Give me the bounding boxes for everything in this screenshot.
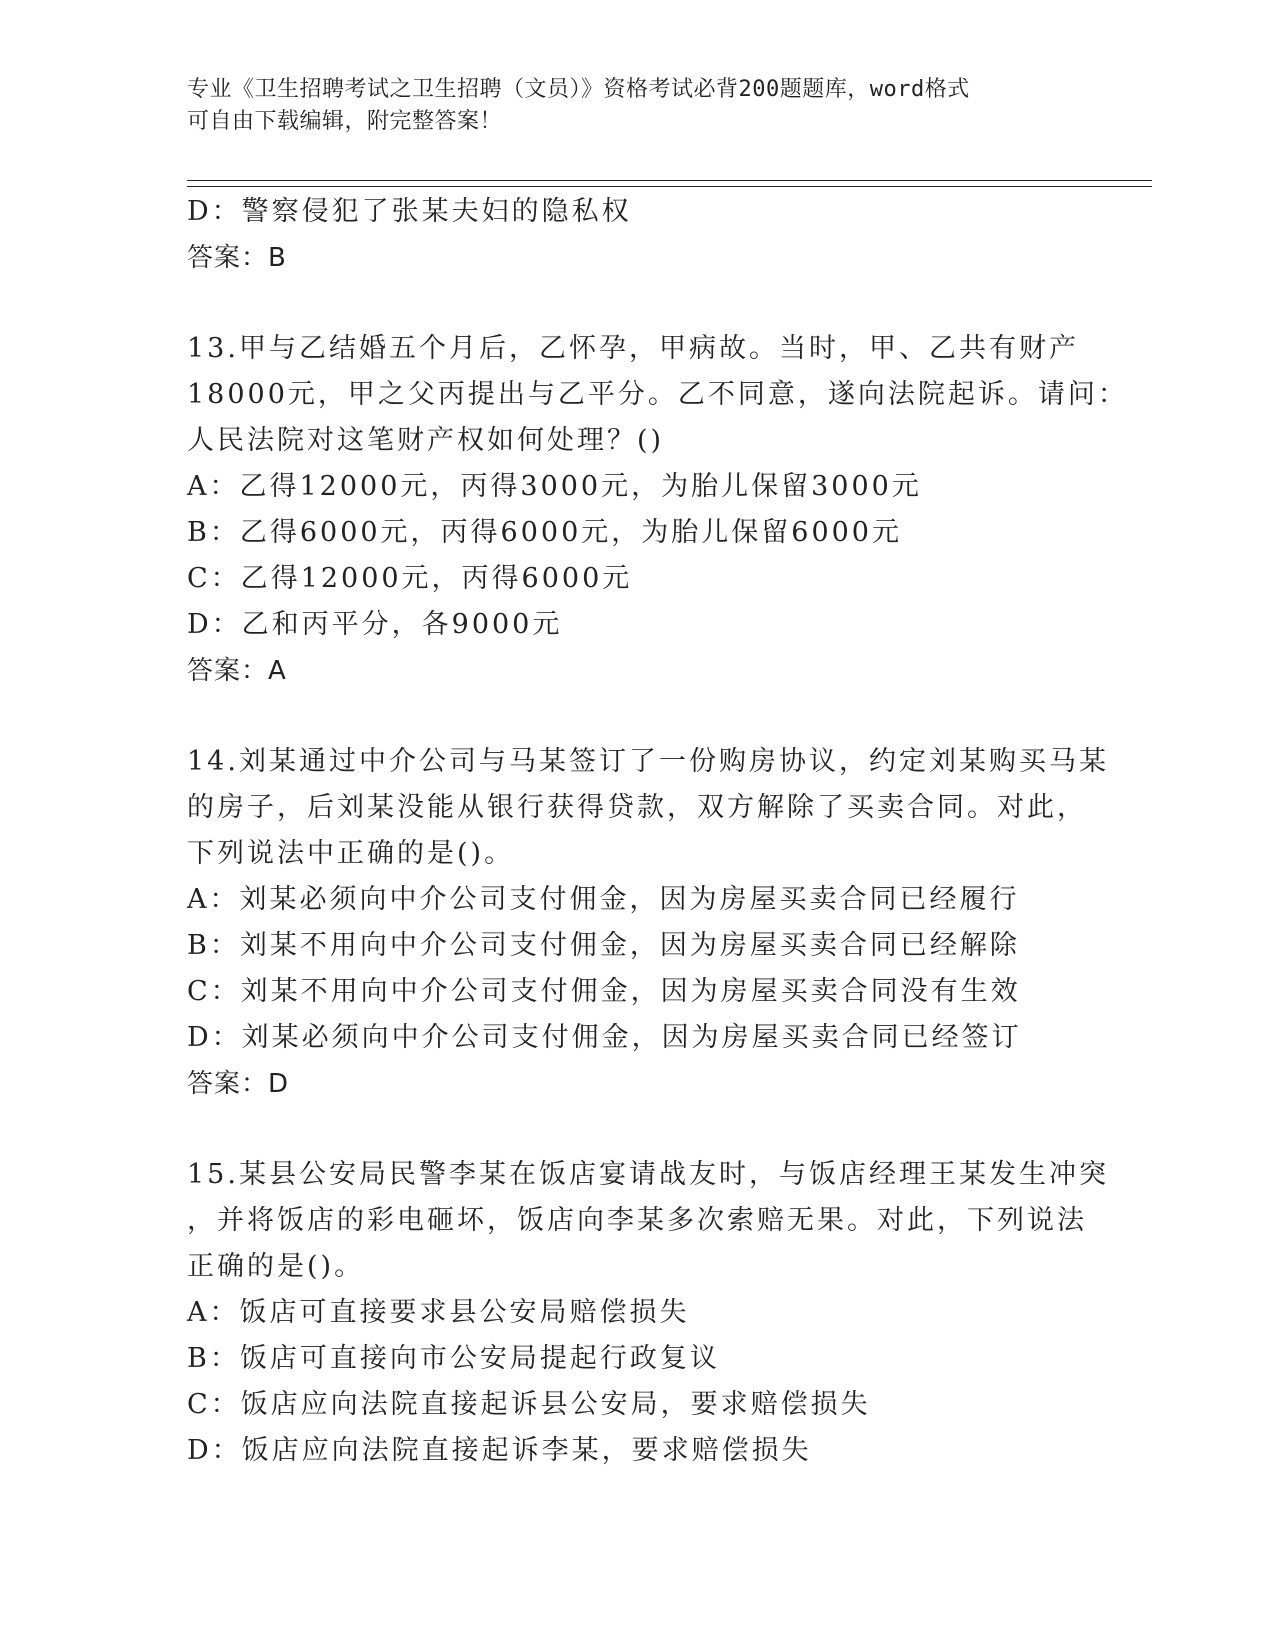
option-a: A：饭店可直接要求县公安局赔偿损失	[187, 1297, 690, 1328]
option-c: C：乙得12000元，丙得6000元	[187, 563, 633, 594]
option-c: C：刘某不用向中介公司支付佣金，因为房屋买卖合同没有生效	[187, 976, 1021, 1007]
previous-question-tail	[187, 189, 1077, 281]
question-stem-line: ，并将饭店的彩电砸坏，饭店向李某多次索赔无果。对此，下列说法	[187, 1205, 1087, 1236]
option-d: D：警察侵犯了张某夫妇的隐私权	[187, 196, 632, 227]
document-header	[187, 74, 1067, 138]
option-b: B：乙得6000元，丙得6000元，为胎儿保留6000元	[187, 517, 902, 548]
answer-line: 答案：D	[187, 1069, 290, 1099]
question-stem-line: 人民法院对这笔财产权如何处理？()	[187, 425, 665, 456]
header-rule-bottom	[187, 186, 1152, 187]
answer-line: 答案：A	[187, 656, 287, 686]
answer-line: 答案：B	[187, 243, 287, 273]
option-b: B：刘某不用向中介公司支付佣金，因为房屋买卖合同已经解除	[187, 930, 1020, 961]
option-c: C：饭店应向法院直接起诉县公安局，要求赔偿损失	[187, 1389, 871, 1420]
option-d: D：乙和丙平分，各9000元	[187, 609, 563, 640]
option-d: D：饭店应向法院直接起诉李某，要求赔偿损失	[187, 1435, 812, 1466]
header-title-line-2: 可自由下载编辑，附完整答案！	[187, 109, 503, 134]
option-b: B：饭店可直接向市公安局提起行政复议	[187, 1343, 720, 1374]
question-13	[187, 326, 1128, 694]
option-a: A：乙得12000元，丙得3000元，为胎儿保留3000元	[187, 471, 922, 502]
question-stem-line: 14.刘某通过中介公司与马某签订了一份购房协议，约定刘某购买马某	[187, 746, 1109, 777]
option-a: A：刘某必须向中介公司支付佣金，因为房屋买卖合同已经履行	[187, 884, 1020, 915]
header-title-line-1: 专业《卫生招聘考试之卫生招聘（文员）》资格考试必背200题题库，word格式	[187, 77, 970, 102]
document-body	[187, 189, 1128, 1474]
option-d: D：刘某必须向中介公司支付佣金，因为房屋买卖合同已经签订	[187, 1022, 1022, 1053]
question-14	[187, 739, 1109, 1107]
question-15	[187, 1152, 1109, 1474]
question-stem-line: 15.某县公安局民警李某在饭店宴请战友时，与饭店经理王某发生冲突	[187, 1159, 1109, 1190]
question-stem-line: 的房子，后刘某没能从银行获得贷款，双方解除了买卖合同。对此，	[187, 792, 1087, 823]
question-stem-line: 13.甲与乙结婚五个月后，乙怀孕，甲病故。当时，甲、乙共有财产	[187, 333, 1079, 364]
header-rule-top	[187, 180, 1152, 181]
question-stem-line: 18000元，甲之父丙提出与乙平分。乙不同意，遂向法院起诉。请问：	[187, 379, 1128, 410]
question-stem-line: 正确的是()。	[187, 1251, 365, 1282]
question-stem-line: 下列说法中正确的是()。	[187, 838, 515, 869]
